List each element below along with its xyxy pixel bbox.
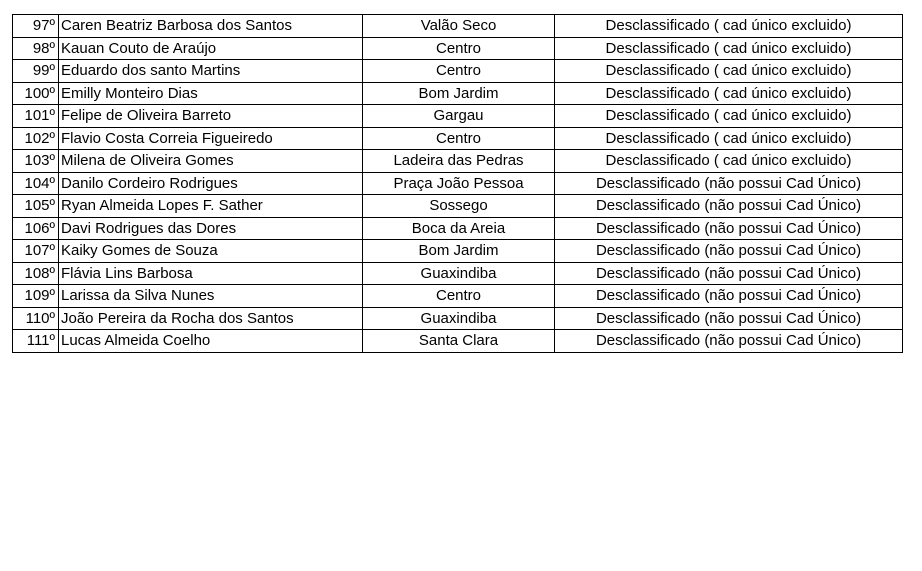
name-cell: Danilo Cordeiro Rodrigues: [59, 172, 363, 195]
district-cell: Centro: [363, 285, 555, 308]
status-cell: Desclassificado (não possui Cad Único): [555, 285, 903, 308]
rank-cell: 99º: [13, 60, 59, 83]
name-cell: Caren Beatriz Barbosa dos Santos: [59, 15, 363, 38]
rank-cell: 104º: [13, 172, 59, 195]
rank-cell: 109º: [13, 285, 59, 308]
rank-cell: 103º: [13, 150, 59, 173]
classification-table: [12, 14, 903, 353]
name-cell: Ryan Almeida Lopes F. Sather: [59, 195, 363, 218]
rank-cell: 106º: [13, 217, 59, 240]
table-row: [13, 105, 903, 128]
district-cell: Boca da Areia: [363, 217, 555, 240]
district-cell: Valão Seco: [363, 15, 555, 38]
table-row: [13, 15, 903, 38]
rank-cell: 110º: [13, 307, 59, 330]
name-cell: Lucas Almeida Coelho: [59, 330, 363, 353]
table-row: [13, 60, 903, 83]
rank-cell: 108º: [13, 262, 59, 285]
name-cell: Emilly Monteiro Dias: [59, 82, 363, 105]
table-row: [13, 307, 903, 330]
table-body: [13, 15, 903, 353]
rank-cell: 101º: [13, 105, 59, 128]
district-cell: Centro: [363, 127, 555, 150]
table-row: [13, 262, 903, 285]
status-cell: Desclassificado ( cad único excluido): [555, 15, 903, 38]
district-cell: Guaxindiba: [363, 262, 555, 285]
status-cell: Desclassificado ( cad único excluido): [555, 105, 903, 128]
district-cell: Bom Jardim: [363, 82, 555, 105]
name-cell: Flávia Lins Barbosa: [59, 262, 363, 285]
table-row: [13, 217, 903, 240]
rank-cell: 100º: [13, 82, 59, 105]
name-cell: Davi Rodrigues das Dores: [59, 217, 363, 240]
table-row: [13, 285, 903, 308]
status-cell: Desclassificado ( cad único excluido): [555, 150, 903, 173]
rank-cell: 97º: [13, 15, 59, 38]
district-cell: Centro: [363, 37, 555, 60]
name-cell: Larissa da Silva Nunes: [59, 285, 363, 308]
rank-cell: 111º: [13, 330, 59, 353]
table-row: [13, 150, 903, 173]
rank-cell: 107º: [13, 240, 59, 263]
district-cell: Santa Clara: [363, 330, 555, 353]
status-cell: Desclassificado ( cad único excluido): [555, 37, 903, 60]
status-cell: Desclassificado ( cad único excluido): [555, 60, 903, 83]
table-row: [13, 37, 903, 60]
district-cell: Gargau: [363, 105, 555, 128]
table-row: [13, 195, 903, 218]
name-cell: Flavio Costa Correia Figueiredo: [59, 127, 363, 150]
status-cell: Desclassificado (não possui Cad Único): [555, 240, 903, 263]
name-cell: Eduardo dos santo Martins: [59, 60, 363, 83]
status-cell: Desclassificado (não possui Cad Único): [555, 330, 903, 353]
status-cell: Desclassificado ( cad único excluido): [555, 127, 903, 150]
status-cell: Desclassificado ( cad único excluido): [555, 82, 903, 105]
name-cell: Milena de Oliveira Gomes: [59, 150, 363, 173]
status-cell: Desclassificado (não possui Cad Único): [555, 172, 903, 195]
rank-cell: 105º: [13, 195, 59, 218]
rank-cell: 98º: [13, 37, 59, 60]
table-row: [13, 127, 903, 150]
district-cell: Sossego: [363, 195, 555, 218]
name-cell: Felipe de Oliveira Barreto: [59, 105, 363, 128]
table-row: [13, 240, 903, 263]
district-cell: Guaxindiba: [363, 307, 555, 330]
table-row: [13, 172, 903, 195]
district-cell: Ladeira das Pedras: [363, 150, 555, 173]
status-cell: Desclassificado (não possui Cad Único): [555, 195, 903, 218]
status-cell: Desclassificado (não possui Cad Único): [555, 262, 903, 285]
name-cell: Kauan Couto de Araújo: [59, 37, 363, 60]
name-cell: Kaiky Gomes de Souza: [59, 240, 363, 263]
status-cell: Desclassificado (não possui Cad Único): [555, 217, 903, 240]
table-row: [13, 82, 903, 105]
district-cell: Bom Jardim: [363, 240, 555, 263]
table-row: [13, 330, 903, 353]
district-cell: Centro: [363, 60, 555, 83]
district-cell: Praça João Pessoa: [363, 172, 555, 195]
name-cell: João Pereira da Rocha dos Santos: [59, 307, 363, 330]
status-cell: Desclassificado (não possui Cad Único): [555, 307, 903, 330]
rank-cell: 102º: [13, 127, 59, 150]
